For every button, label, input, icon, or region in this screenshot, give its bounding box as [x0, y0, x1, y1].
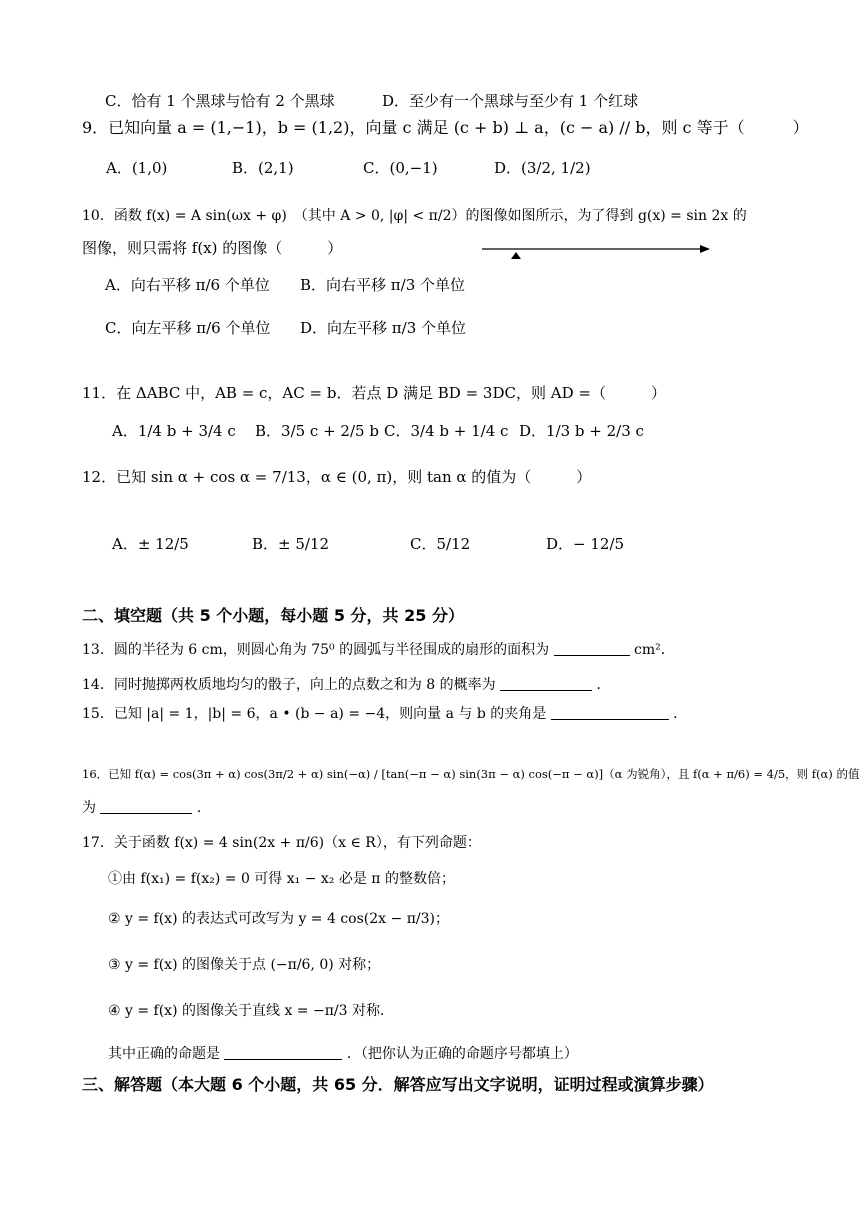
q10-stem: 10．函数 f(x) = A sin(ωx + φ) （其中 A > 0, |φ| < π/2）的图像如图所示，为了得到 g(x) = sin 2x 的 — [82, 208, 747, 224]
q10-option-a: A．向右平移 π/6 个单位 — [105, 276, 270, 294]
q12-option-c: C．5/12 — [410, 535, 471, 553]
q17-item-4: ④ y = f(x) 的图像关于直线 x = −π/3 对称． — [108, 1003, 394, 1019]
q15-end: ． — [673, 706, 688, 722]
q12-option-b: B．± 5/12 — [252, 535, 330, 553]
graph-axis-arrow-icon — [480, 240, 720, 262]
q11-stem: 11．在 ΔABC 中，AB = c，AC = b．若点 D 满足 BD = 3DC，则 AD =（ ） — [82, 384, 666, 402]
q15-line — [82, 703, 687, 725]
q12-option-d: D．− 12/5 — [546, 535, 625, 553]
q17-item-3: ③ y = f(x) 的图像关于点 (−π/6, 0) 对称； — [108, 957, 381, 973]
q12-option-a: A．± 12/5 — [112, 535, 189, 553]
q17-answer-blank[interactable] — [224, 1045, 342, 1060]
q8-option-d: D．至少有一个黑球与至少有 1 个红球 — [382, 92, 639, 110]
q15-answer-blank[interactable] — [551, 705, 669, 720]
q11-option-a: A．1/4 b + 3/4 c — [112, 422, 236, 440]
q11-option-d: D．1/3 b + 2/3 c — [519, 422, 644, 440]
q17-stem: 17．关于函数 f(x) = 4 sin(2x + π/6)（x ∈ R），有下列命题： — [82, 835, 481, 851]
section-solution-heading: 三、解答题（本大题 6 个小题，共 65 分．解答应写出文字说明，证明过程或演算步骤） — [82, 1075, 714, 1094]
q13-unit: cm²． — [633, 642, 675, 658]
q17-tail-text: 其中正确的命题是 — [108, 1046, 220, 1062]
q17-item-1: ①由 f(x₁) = f(x₂) = 0 可得 x₁ − x₂ 必是 π 的整数倍； — [108, 871, 455, 887]
q14-line — [82, 674, 611, 696]
q16-line2 — [82, 797, 211, 819]
q9-option-c: C．(0,−1) — [363, 159, 438, 177]
q16-answer-blank[interactable] — [100, 799, 192, 814]
q10-option-c: C．向左平移 π/6 个单位 — [105, 319, 271, 337]
q16-text: 16．已知 f(α) = cos(3π + α) cos(3π/2 + α) sin(−α) / [tan(−π − α) sin(3π − α) cos(−π − α)]（α 为锐角），且 f(α + π/6) = 4/5，则 f(α) 的值 — [82, 767, 860, 781]
q9-stem: 9．已知向量 a = (1,−1)，b = (1,2)，向量 c 满足 (c + b) ⊥ a，(c − a) // b，则 c 等于（ ） — [82, 118, 809, 137]
q11-option-c: C．3/4 b + 1/4 c — [384, 422, 509, 440]
q9-option-d: D．(3/2, 1/2) — [494, 159, 591, 177]
q10-option-b: B．向右平移 π/3 个单位 — [300, 276, 466, 294]
q16-end: ． — [196, 800, 211, 816]
q13-answer-blank[interactable] — [554, 641, 630, 656]
q17-tail — [108, 1043, 578, 1065]
q11-option-b: B．3/5 c + 2/5 b — [255, 422, 379, 440]
q14-end: ． — [596, 677, 611, 693]
q14-text: 14．同时抛掷两枚质地均匀的骰子，向上的点数之和为 8 的概率为 — [82, 677, 496, 693]
q10-option-d: D．向左平移 π/3 个单位 — [300, 319, 467, 337]
section-fill-in-heading: 二、填空题（共 5 个小题，每小题 5 分，共 25 分） — [82, 606, 464, 625]
q10-stem-line2: 图像，则只需将 f(x) 的图像（ ） — [82, 239, 343, 257]
q9-option-b: B．(2,1) — [232, 159, 294, 177]
q9-option-a: A．(1,0) — [106, 159, 168, 177]
q15-text: 15．已知 |a| = 1，|b| = 6，a • (b − a) = −4，则向量 a 与 b 的夹角是 — [82, 706, 547, 722]
q17-tail-end: ．（把你认为正确的命题序号都填上） — [346, 1046, 578, 1062]
q12-stem: 12．已知 sin α + cos α = 7/13，α ∈ (0, π)，则 tan α 的值为（ ） — [82, 468, 592, 486]
q13-text: 13．圆的半径为 6 cm，则圆心角为 75⁰ 的圆弧与半径围成的扇形的面积为 — [82, 642, 550, 658]
q17-item-2: ② y = f(x) 的表达式可改写为 y = 4 cos(2x − π/3)； — [108, 911, 449, 927]
q8-option-c: C．恰有 1 个黑球与恰有 2 个黑球 — [105, 92, 335, 110]
q13-line — [82, 639, 675, 661]
q16-text2: 为 — [82, 800, 96, 816]
q14-answer-blank[interactable] — [500, 676, 592, 691]
